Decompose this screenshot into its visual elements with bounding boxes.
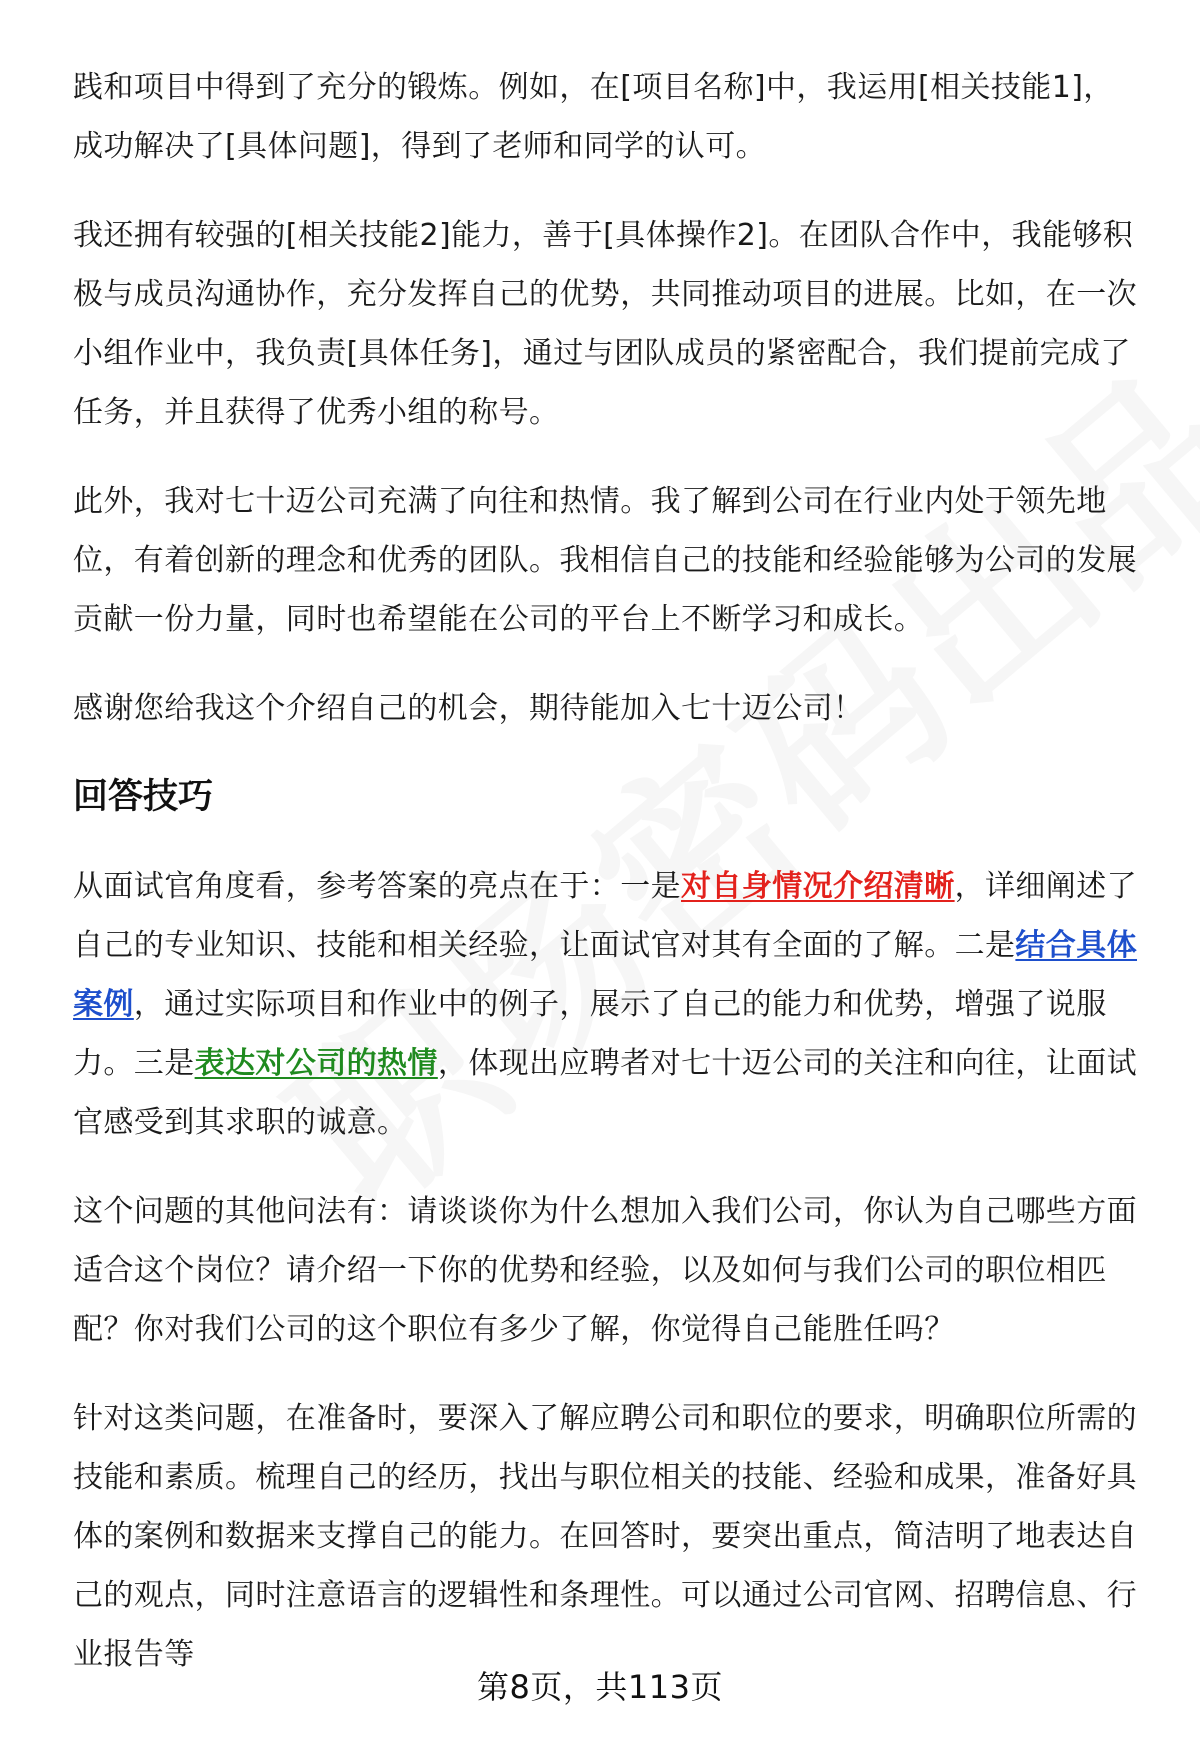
paragraph: 感谢您给我这个介绍自己的机会，期待能加入七十迈公司！ [73,691,864,726]
section-heading: 回答技巧 [73,777,214,817]
tips-text: ，体现出应聘者对七十迈公司的关注和向往，让面试官感受到其求职的诚意。 [73,1046,1138,1140]
page-number: 第8页，共113页 [477,1668,723,1706]
highlight-specific-cases: 结合具体案例 [73,928,1138,1022]
paragraph: 此外，我对七十迈公司充满了向往和热情。我了解到公司在行业内处于领先地位，有着创新的理念和优秀的团队。我相信自己的技能和经验能够为公司的发展贡献一份力量，同时也希望能在公司的平台上不断学习和成长。 [73,484,1137,637]
tips-text: ，详细阐述了自己的专业知识、技能和相关经验，让面试官对其有全面的了解。二是 [73,869,1138,963]
highlight-clear-intro: 对自身情况介绍清晰 [681,869,955,904]
paragraph: 我还拥有较强的[相关技能2]能力，善于[具体操作2]。在团队合作中，我能够积极与成员沟通协作，充分发挥自己的优势，共同推动项目的进展。比如，在一次小组作业中，我负责[具体任务]，通过与团队成员的紧密配合，我们提前完成了任务，并且获得了优秀小组的称号。 [73,218,1137,430]
document-body [73,58,1143,1714]
paragraph: 这个问题的其他问法有：请谈谈你为什么想加入我们公司，你认为自己哪些方面适合这个岗位？请介绍一下你的优势和经验，以及如何与我们公司的职位相匹配？你对我们公司的这个职位有多少了解，你觉得自己能胜任吗？ [73,1194,1137,1347]
highlight-company-passion: 表达对公司的热情 [194,1046,438,1081]
tips-text: 从面试官角度看，参考答案的亮点在于：一是 [73,869,681,904]
tips-text: ，通过实际项目和作业中的例子，展示了自己的能力和优势，增强了说服力。三是 [73,987,1107,1081]
paragraph: 针对这类问题，在准备时，要深入了解应聘公司和职位的要求，明确职位所需的技能和素质。梳理自己的经历，找出与职位相关的技能、经验和成果，准备好具体的案例和数据来支撑自己的能力。在回答时，要突出重点，简洁明了地表达自己的观点，同时注意语言的逻辑性和条理性。可以通过公司官网、招聘信息、行业报告等 [73,1401,1137,1672]
paragraph: 践和项目中得到了充分的锻炼。例如，在[项目名称]中，我运用[相关技能1]，成功解决了[具体问题]，得到了老师和同学的认可。 [73,70,1114,164]
tips-paragraph [73,857,1143,1152]
